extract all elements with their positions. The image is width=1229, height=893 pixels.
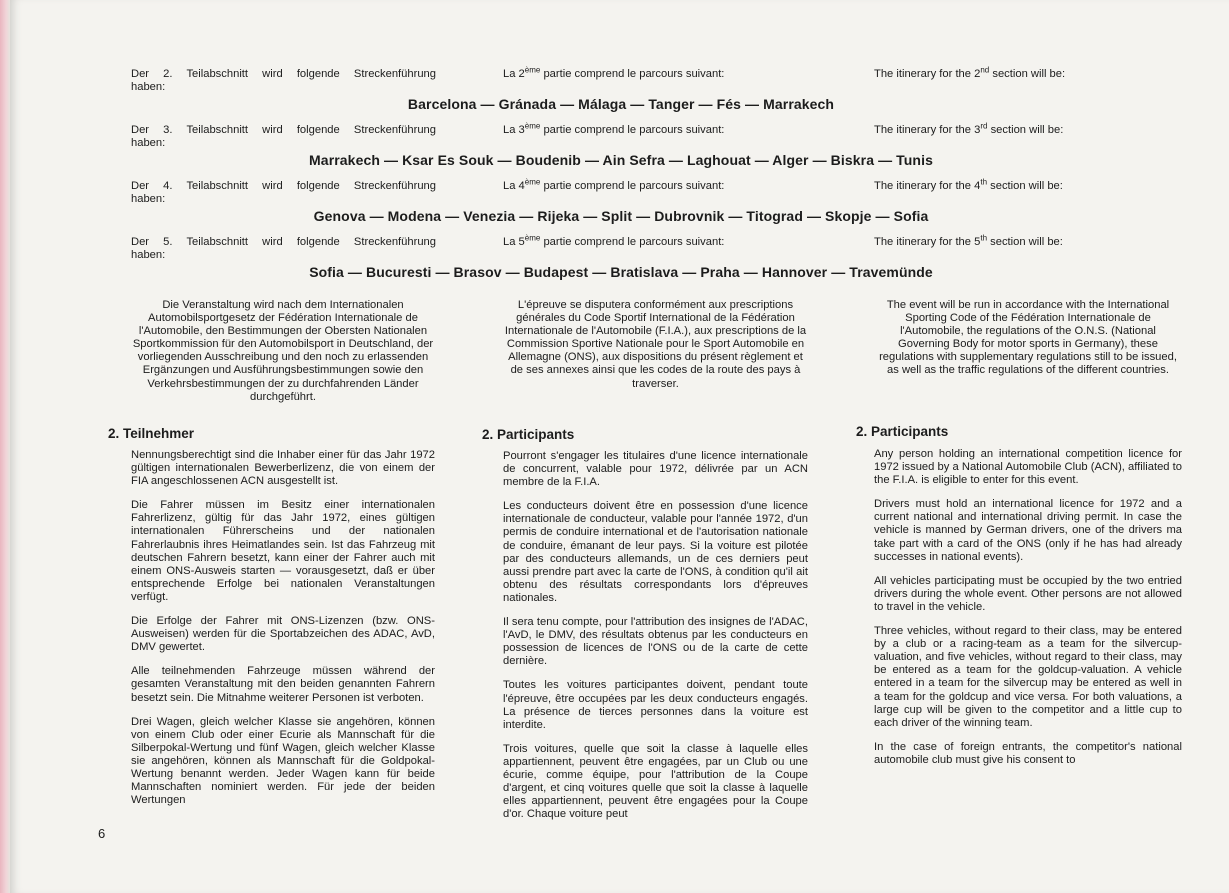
section-intro-fr-part: partie comprend le parcours suivant: [540, 68, 725, 80]
paragraph-fr-1: Pourront s'engager les titulaires d'une licence internationale de concurrent, valable pour 1972, délivrée par un ACN membre de la F.I.A. [503, 450, 808, 489]
section-intro-de [131, 180, 436, 206]
body-column-en [874, 448, 1182, 778]
section-intro-fr-part: ème [524, 233, 541, 243]
paragraph-de-3: Die Erfolge der Fahrer mit ONS-Lizenzen (bzw. ONS-Ausweisen) werden für die Sportabzeichen des ADAC, AvD, DMV gewertet. [131, 615, 435, 654]
itinerary-cities: Marrakech — Ksar Es Souk — Boudenib — Ain Sefra — Laghouat — Alger — Biskra — Tunis [309, 152, 933, 168]
paragraph-fr-4: Toutes les voitures participantes doivent, pendant toute l'épreuve, être occupées par les deux conducteurs engagés. La présence de tierces personnes dans la voiture est interdite. [503, 679, 808, 731]
section-intro-de-line: haben: [131, 137, 166, 149]
book-spine-edge [0, 0, 10, 893]
section-intro-en-part: nd [980, 65, 990, 75]
intro-paragraph-fr: L'épreuve se disputera conformément aux prescriptions générales du Code Sportif International de la Fédération Internationale de l'Automobile (F.I.A.), aux prescriptions de la Commission Sportive Nationale pour le Sport Automobile en Allemagne (ONS), aux dispositions du présent règlement et de ses annexes ainsi que les codes de la route des pays à traverser. [504, 299, 807, 390]
section-intro-fr-part: ème [524, 177, 541, 187]
intro-paragraph-de: Die Veranstaltung wird nach dem Internationalen Automobilsportgesetz der Fédération Internationale de l'Automobile, den Bestimmungen der Obersten Nationalen Sportkommission für den Automobilsport in Deutschland, der vorliegenden Ausschreibung und den noch zu erlassenden Ergänzungen und Ausführungsbestimmungen sowie den Verkehrsbestimmungen der zu durchfahrenden Länder durchgeführt. [132, 299, 434, 403]
section-intro-fr [503, 177, 725, 193]
section-intro-en-part: The itinerary for the 2 [874, 68, 981, 80]
paragraph-en-4: Three vehicles, without regard to their class, may be entered by a club or a racing-team as a team for the silvercup-valuation, and five vehicles, without regard to their class, may be entered as a team for the goldcup-valuation. A vehicle entered in a team for the silvercup may be entered as well in a team for the goldcup and vice versa. For both valuations, a large cup will be given to the competitor and a little cup to each driver of the winning team. [874, 625, 1182, 729]
section-intro-fr [503, 233, 725, 249]
section-intro-fr-part: La 4 [503, 180, 525, 192]
intro-paragraph-en: The event will be run in accordance with the International Sporting Code of the Fédération Internationale de l'Automobile, the regulations of the O.N.S. (National Governing Body for motor sports in Germany), these regulations with supplementary regulations still to be issued, as well as the traffic regulations of the different countries. [879, 299, 1177, 377]
paragraph-fr-3: Il sera tenu compte, pour l'attribution des insignes de l'ADAC, l'AvD, le DMV, des résultats obtenus par les conducteurs en possession de licences de l'ONS ou de la carte de cette dernière. [503, 616, 808, 668]
heading-teilnehmer: 2. Teilnehmer [108, 426, 195, 441]
section-intro-en [874, 177, 1063, 193]
paragraph-fr-5: Trois voitures, quelle que soit la classe à laquelle elles appartiennent, peuvent être engagées, par un Club ou une écurie, comme équipe, pour l'attribution de la Coupe d'argent, et cinq voitures quelle que soit la classe à laquelle elles appartiennent, peuvent être engagées pour la Coupe d'or. Chaque voiture peut [503, 742, 808, 821]
heading-participants-en: 2. Participants [856, 424, 949, 439]
paragraph-en-5: In the case of foreign entrants, the competitor's national automobile club must give his consent to [874, 740, 1182, 766]
section-intro-fr-part: La 5 [503, 236, 525, 248]
section-intro-en-part: th [980, 177, 988, 187]
section-intro-de-line: Der 5. Teilabschnitt wird folgende Streckenführung [131, 236, 436, 248]
section-intro-fr-part: partie comprend le parcours suivant: [540, 124, 725, 136]
section-intro-fr-part: La 2 [503, 68, 525, 80]
paragraph-en-1: Any person holding an international competition licence for 1972 issued by a National Automobile Club (ACN), affiliated to the F.I.A. is eligible to enter for this event. [874, 448, 1182, 487]
section-intro-en [874, 121, 1064, 137]
page-number: 6 [98, 826, 106, 841]
section-intro-fr-part: ème [524, 121, 541, 131]
itinerary-cities: Barcelona — Gránada — Málaga — Tanger — Fés — Marrakech [407, 96, 835, 112]
body-column-fr [503, 450, 808, 832]
section-intro-fr-part: La 3 [503, 124, 525, 136]
section-intro-en-part: th [980, 233, 988, 243]
body-column-de [131, 449, 435, 818]
section-intro-en-part: section will be: [989, 68, 1066, 80]
section-intro-en-part: rd [980, 121, 988, 131]
section-intro-de-line: Der 2. Teilabschnitt wird folgende Streckenführung [131, 68, 436, 80]
heading-participants-fr: 2. Participants [482, 427, 575, 442]
section-intro-de [131, 68, 436, 94]
section-intro-fr-part: partie comprend le parcours suivant: [540, 180, 725, 192]
paragraph-en-3: All vehicles participating must be occupied by the two entried drivers during the whole event. Other persons are not allowed to travel in the vehicle. [874, 574, 1182, 613]
paragraph-de-2: Die Fahrer müssen im Besitz einer internationalen Fahrerlizenz, gültig für das Jahr 1972, eines gültigen internationalen Führerscheins und der nationalen Fahrerlaubnis ihres Heimatlandes sein. Ist das Fahrzeug mit deutschen Fahrern besetzt, kann einer der Fahrer auch mit einem ONS-Ausweis starten — vorausgesetzt, daß er über entsprechende Erfolge bei nationalen Veranstaltungen verfügt. [131, 499, 435, 603]
section-intro-en-part: section will be: [987, 124, 1064, 136]
section-intro-de-line: haben: [131, 193, 166, 205]
section-intro-de-line: Der 4. Teilabschnitt wird folgende Streckenführung [131, 180, 436, 192]
itinerary-cities: Genova — Modena — Venezia — Rijeka — Split — Dubrovnik — Titograd — Skopje — Sofia [313, 208, 929, 224]
section-intro-fr [503, 121, 725, 137]
paragraph-en-2: Drivers must hold an international licence for 1972 and a current national and international driving permit. In case the vehicle is manned by German drivers, one of the drivers ma take part with a card of the ONS (only if he has had already successes in national events). [874, 498, 1182, 563]
section-intro-en-part: The itinerary for the 5 [874, 236, 981, 248]
section-intro-en-part: section will be: [987, 180, 1063, 192]
section-intro-en [874, 65, 1066, 81]
section-intro-de [131, 124, 436, 150]
section-intro-en-part: The itinerary for the 4 [874, 180, 981, 192]
section-intro-en [874, 233, 1063, 249]
section-intro-fr-part: partie comprend le parcours suivant: [540, 236, 725, 248]
section-intro-en-part: section will be: [987, 236, 1063, 248]
section-intro-de-line: haben: [131, 249, 166, 261]
section-intro-fr [503, 65, 725, 81]
section-intro-de [131, 236, 436, 262]
section-intro-fr-part: ème [524, 65, 541, 75]
section-intro-de-line: haben: [131, 81, 166, 93]
itinerary-cities: Sofia — Bucuresti — Brasov — Budapest — Bratislava — Praha — Hannover — Travemünde [309, 264, 933, 280]
section-intro-en-part: The itinerary for the 3 [874, 124, 981, 136]
paragraph-de-1: Nennungsberechtigt sind die Inhaber einer für das Jahr 1972 gültigen internationalen Bewerberlizenz, die von einem der FIA angeschlossenen ACN ausgestellt ist. [131, 449, 435, 488]
paragraph-de-4: Alle teilnehmenden Fahrzeuge müssen während der gesamten Veranstaltung mit den beiden genannten Fahrern besetzt sein. Die Mitnahme weiterer Personen ist verboten. [131, 665, 435, 704]
section-intro-de-line: Der 3. Teilabschnitt wird folgende Streckenführung [131, 124, 436, 136]
paragraph-fr-2: Les conducteurs doivent être en possession d'une licence internationale de conducteur, valable pour l'année 1972, d'un permis de conduire international et de l'autorisation nationale de conduire, émanant de leur pays. Si la voiture est pilotée par des conducteurs allemands, un de ces derniers peut aussi prendre part avec la carte de l'ONS, à condition qu'il ait obtenu des résultats correspondants lors d'épreuves nationales. [503, 500, 808, 604]
paragraph-de-5: Drei Wagen, gleich welcher Klasse sie angehören, können von einem Club oder einer Ecurie als Mannschaft für die Silberpokal-Wertung und fünf Wagen, gleich welcher Klasse sie angehören, können als Mannschaft für die Goldpokal-Wertung benannt werden. Jeder Wagen kann für beide Mannschaften nominiert werden. Für jede der beiden Wertungen [131, 715, 435, 807]
